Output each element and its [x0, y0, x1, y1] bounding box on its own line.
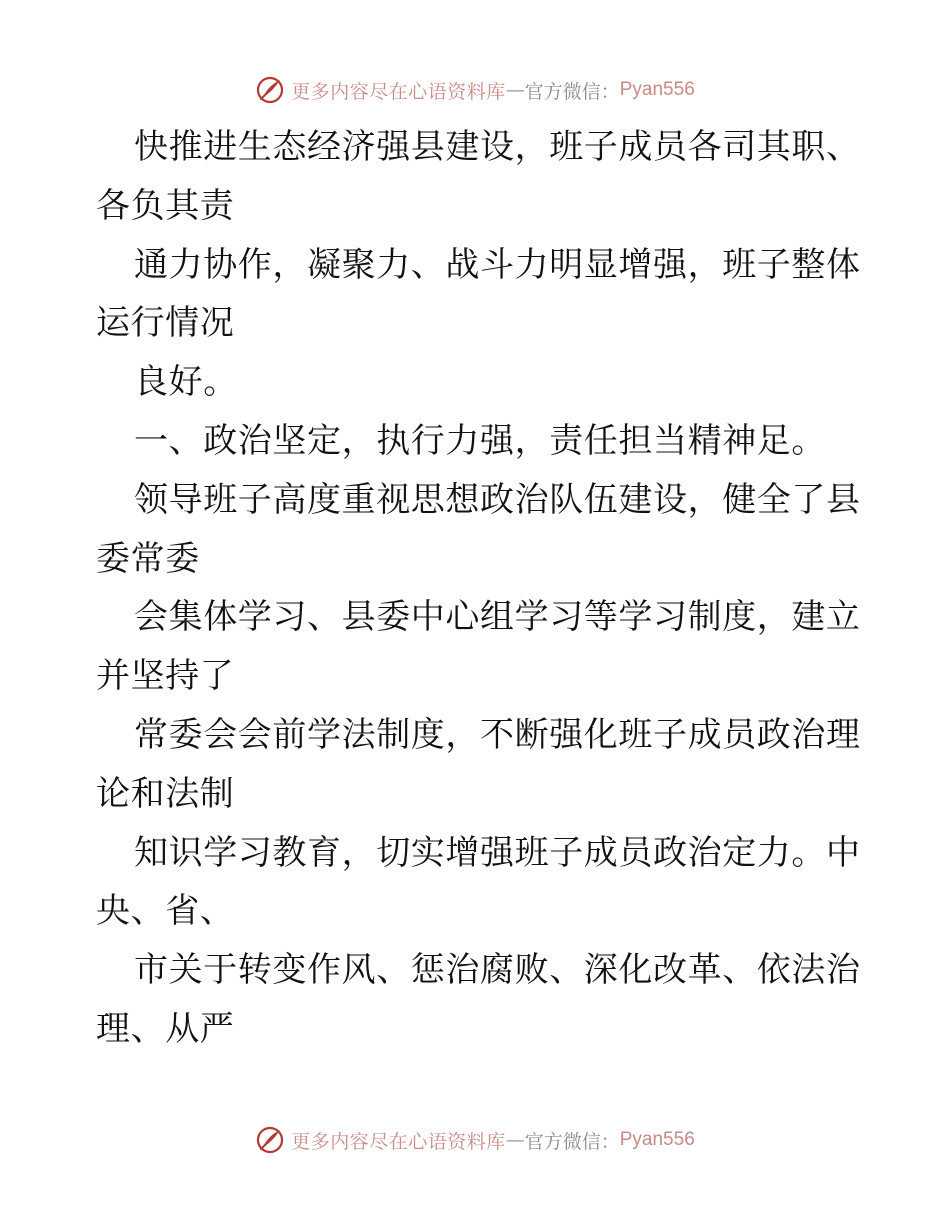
text-line: 各负其责 — [96, 185, 235, 226]
text-line: 领导班子高度重视思想政治队伍建设，健全了县 — [134, 479, 861, 520]
watermark-wechat-id: Pyan556 — [619, 1129, 695, 1150]
watermark-site-text: 更多内容尽在心语资料库 — [291, 1130, 506, 1153]
quill-pen-logo-icon — [255, 1125, 285, 1155]
text-line: 会集体学习、县委中心组学习等学习制度，建立 — [134, 597, 861, 638]
text-line: 市关于转变作风、惩治腐败、深化改革、依法治 — [134, 950, 861, 991]
watermark-official-label: 官方微信： — [524, 1130, 620, 1153]
text-line: 常委会会前学法制度，不断强化班子成员政治理 — [134, 714, 861, 755]
text-line: 并坚持了 — [96, 656, 235, 697]
text-line: 通力协作，凝聚力、战斗力明显增强，班子整体 — [134, 244, 861, 285]
watermark-site-text: 更多内容尽在心语资料库 — [291, 80, 506, 103]
text-line: 运行情况 — [96, 303, 235, 344]
watermark-wechat-id: Pyan556 — [619, 79, 695, 100]
watermark-dash: — — [505, 79, 525, 101]
section-heading: 一、政治坚定，执行力强，责任担当精神足。 — [134, 420, 826, 461]
watermark-official-label: 官方微信： — [524, 80, 620, 103]
text-line: 快推进生态经济强县建设，班子成员各司其职、 — [134, 127, 861, 167]
header-watermark — [0, 70, 950, 110]
text-line: 论和法制 — [96, 773, 235, 814]
footer-watermark — [0, 1120, 950, 1160]
quill-pen-logo-icon — [255, 75, 285, 105]
text-line: 央、省、 — [96, 891, 235, 932]
text-line: 理、从严 — [96, 1008, 235, 1049]
watermark-dash: — — [505, 1129, 525, 1151]
text-line: 委常委 — [96, 538, 200, 579]
text-line: 良好。 — [134, 362, 238, 403]
text-line: 知识学习教育，切实增强班子成员政治定力。中 — [134, 832, 861, 873]
document-body — [96, 118, 861, 1059]
